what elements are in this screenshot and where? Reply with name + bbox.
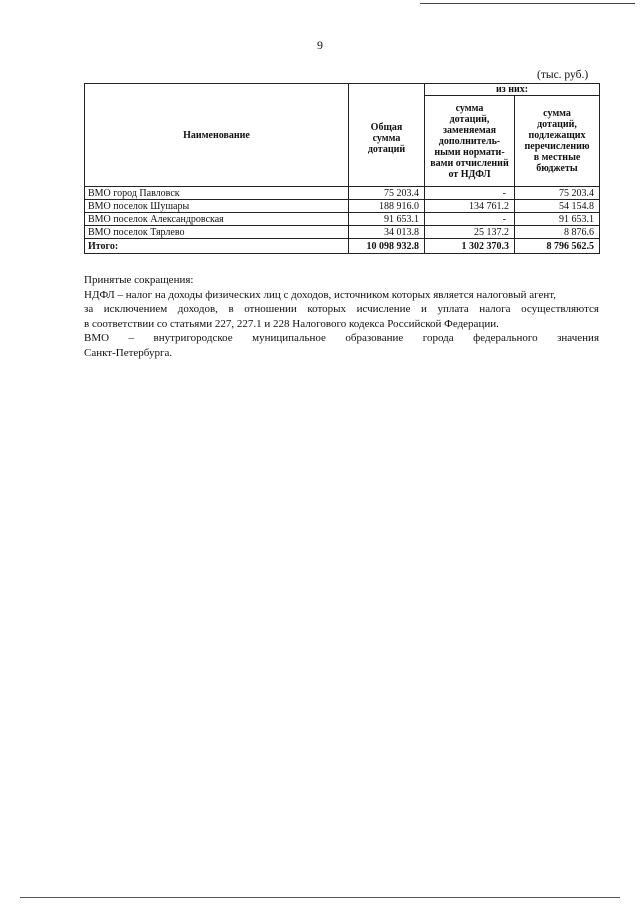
row-transfer: 75 203.4: [515, 187, 600, 200]
total-sum: 10 098 932.8: [349, 239, 425, 254]
ndfl-line-2: за исключением доходов, в отношении которых исчисление и уплата налога осуществляются: [84, 303, 599, 315]
row-total: 188 916.0: [349, 200, 425, 213]
header-transfer-l4: в местные: [533, 152, 581, 163]
header-of-which: из них:: [425, 84, 600, 96]
row-total: 75 203.4: [349, 187, 425, 200]
header-total-l1: сумма: [372, 132, 401, 144]
units-label: (тыс. руб.): [537, 69, 589, 81]
header-total: [349, 84, 425, 187]
row-name: ВМО поселок Тярлево: [85, 226, 349, 239]
header-replaced-l2: заменяемая: [442, 124, 497, 136]
ndfl-line-1: НДФЛ – налог на доходы физических лиц с доходов, источником которых является налоговый агент,: [84, 288, 556, 301]
header-total-l0: Общая: [370, 121, 403, 133]
row-name: ВМО поселок Шушары: [85, 200, 349, 213]
abbreviations-notes: [84, 273, 599, 360]
header-transfer: [515, 96, 600, 187]
row-transfer: 8 876.6: [515, 226, 600, 239]
header-replaced-l5: вами отчислений: [430, 157, 509, 169]
header-total-l2: дотаций: [367, 143, 406, 155]
header-transfer-l3: перечислению: [524, 141, 590, 152]
row-replaced: 134 761.2: [425, 200, 515, 213]
notes-heading: Принятые сокращения:: [84, 274, 194, 286]
row-name: ВМО город Павловск: [85, 187, 349, 200]
total-row: [85, 239, 600, 254]
row-name: ВМО поселок Александровская: [85, 213, 349, 226]
ndfl-line-3: в соответствии со статьями 227, 227.1 и 228 Налогового кодекса Российской Федерации.: [84, 317, 499, 330]
row-replaced: -: [425, 213, 515, 226]
header-transfer-l2: подлежащих: [528, 130, 586, 141]
header-replaced-l3: дополнитель-: [438, 135, 501, 147]
total-replaced: 1 302 370.3: [425, 239, 515, 254]
header-replaced-l1: дотаций,: [449, 113, 490, 125]
header-replaced-l0: сумма: [455, 102, 484, 114]
table-row: [85, 200, 600, 213]
header-replaced-l6: от НДФЛ: [448, 168, 491, 180]
row-total: 34 013.8: [349, 226, 425, 239]
row-replaced: 25 137.2: [425, 226, 515, 239]
row-transfer: 54 154.8: [515, 200, 600, 213]
total-label: Итого:: [85, 239, 349, 254]
header-row-1: [85, 84, 600, 96]
header-replaced: [425, 96, 515, 187]
header-replaced-l4: ными нормати-: [434, 146, 505, 158]
vmo-line-2: Санкт-Петербурга.: [84, 346, 173, 359]
header-transfer-l0: сумма: [543, 108, 571, 119]
row-total: 91 653.1: [349, 213, 425, 226]
bottom-rule: [20, 897, 620, 898]
vmo-line-1: ВМО – внутригородское муниципальное образование города федерального значения: [84, 332, 599, 344]
page-number: 9: [317, 38, 323, 52]
total-transfer: 8 796 562.5: [515, 239, 600, 254]
header-transfer-l1: дотаций,: [537, 119, 577, 130]
table-row: [85, 226, 600, 239]
row-transfer: 91 653.1: [515, 213, 600, 226]
table-row: [85, 187, 600, 200]
row-replaced: -: [425, 187, 515, 200]
table-row: [85, 213, 600, 226]
top-rule: [420, 3, 635, 4]
subsidies-table: [84, 83, 600, 254]
header-transfer-l5: бюджеты: [536, 163, 578, 174]
header-name: Наименование: [85, 84, 349, 187]
